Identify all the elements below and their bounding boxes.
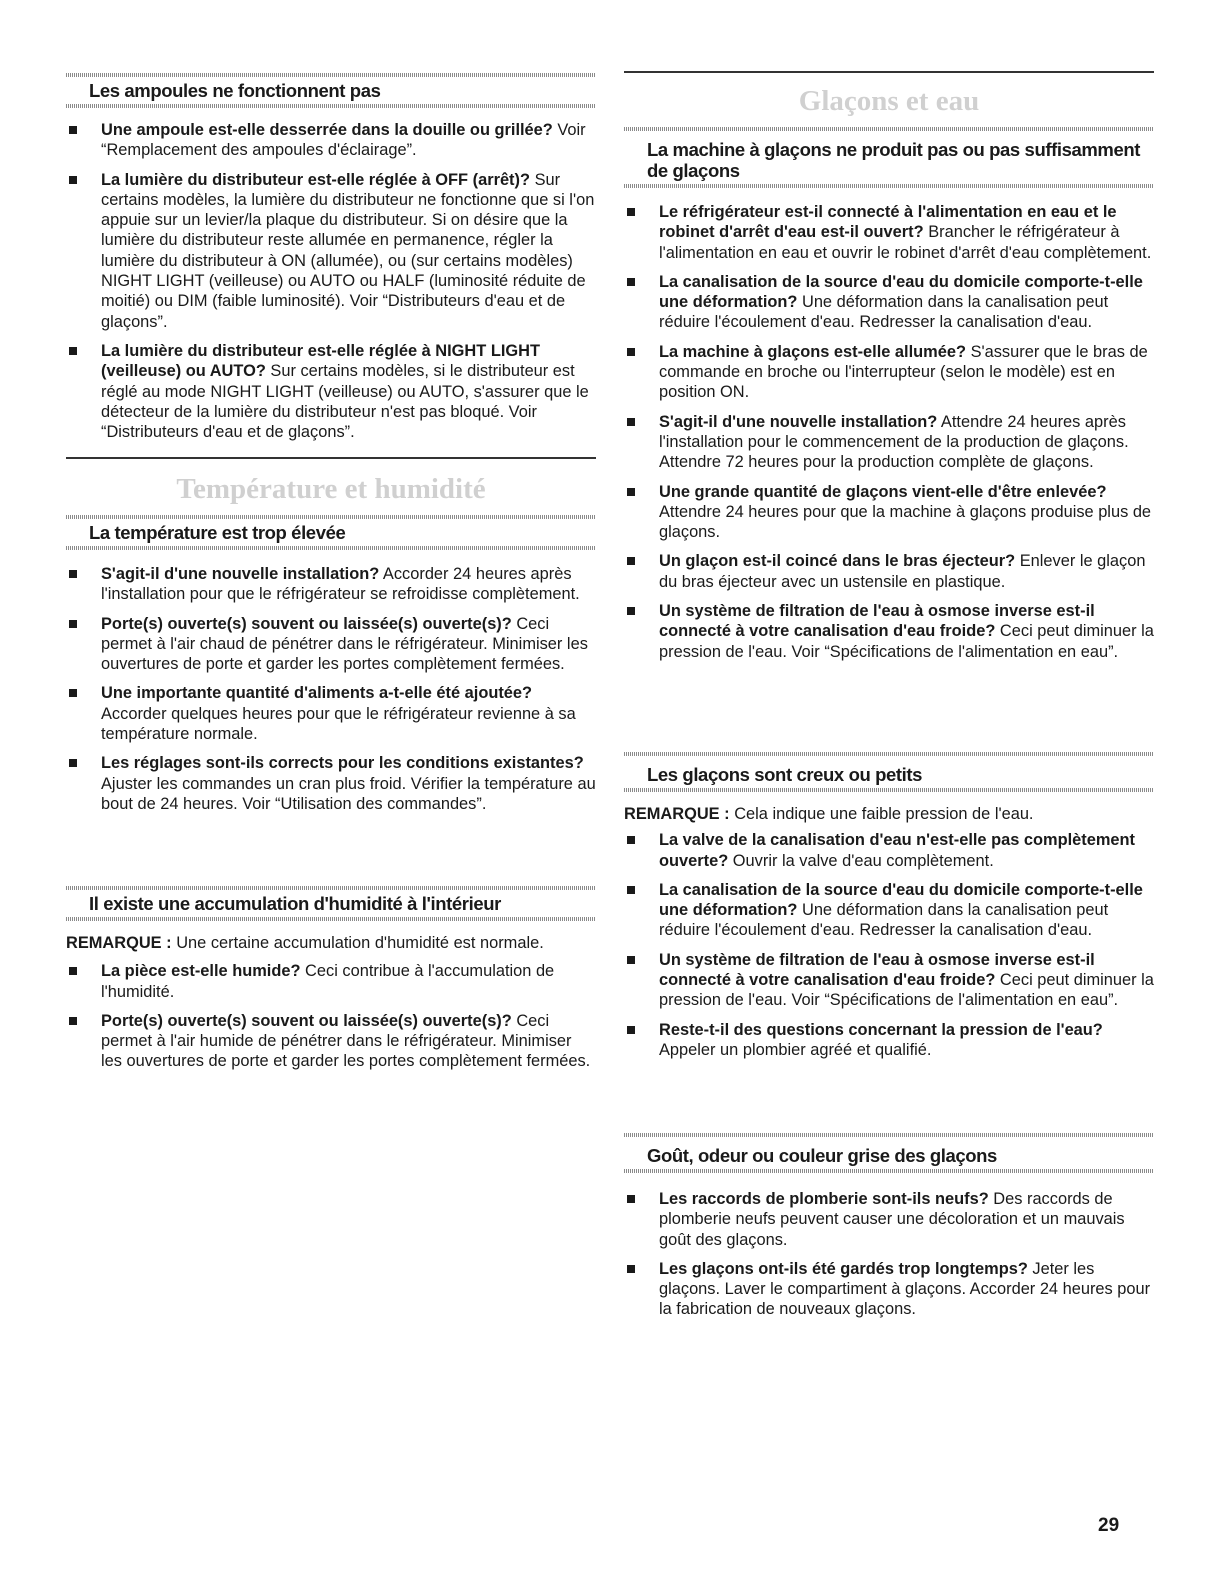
bullet-icon [69,570,77,578]
page-number: 29 [1098,1515,1120,1536]
section-humidite [66,886,596,1081]
hatch-divider [624,1169,1154,1173]
answer: Ceci contribue à l'accumulation de l'humidité. [101,962,555,1001]
hatch-divider [66,515,596,519]
subsection-title: Il existe une accumulation d'humidité à l'intérieur [89,893,501,914]
hatch-divider [624,1133,1154,1137]
hatch-divider [66,886,596,890]
bullet-icon [627,557,635,565]
list-item [66,120,596,161]
list-item [66,1011,596,1072]
hatch-divider [624,127,1154,131]
note-label: REMARQUE : [66,934,172,952]
list-item [624,950,1154,1011]
answer: Attendre 24 heures après l'installation pour le commencement de la production de glaçons. Attendre 72 heures pour la production complète de glaçons. [659,412,1129,472]
answer: S'assurer que le bras de commande en broche ou l'interrupteur (selon le modèle) est en position ON. [659,342,1148,402]
answer: Une déformation dans la canalisation peut réduire l'écoulement d'eau. Redresser la canalisation d'eau. [659,901,1109,940]
bullet-icon [627,836,635,844]
question: Les raccords de plomberie sont-ils neufs? [659,1190,989,1208]
bullet-icon [69,1017,77,1025]
list-item [624,880,1154,941]
subsection-title: Les ampoules ne fonctionnent pas [89,80,381,101]
subsection-title: Les glaçons sont creux ou petits [647,764,923,785]
hatch-divider [624,788,1154,792]
list-item [66,614,596,675]
note-text: Une certaine accumulation d'humidité est normale. [176,934,544,952]
humidite-list [66,961,596,1071]
question: Un système de filtration de l'eau à osmose inverse est-il connecté à votre canalisation d'eau froide? [659,950,1095,990]
answer: Ceci permet à l'air chaud de pénétrer dans le réfrigérateur. Minimiser les ouvertures de porte et garder les portes complètement fermées. [101,614,588,674]
answer: Ceci peut diminuer la pression de l'eau. Voir “Spécifications de l'alimentation en eau”. [659,622,1154,661]
bullet-icon [69,126,77,134]
answer: Jeter les glaçons. Laver le compartiment à glaçons. Accorder 24 heures pour la fabrication de nouveaux glaçons. [659,1259,1151,1319]
answer: Accorder quelques heures pour que le réfrigérateur revienne à sa température normale. [101,704,576,744]
subsection-title: La machine à glaçons ne produit pas ou pas suffisamment de glaçons [647,139,1141,181]
question: La machine à glaçons est-elle allumée? [659,342,966,361]
subsection-title: La température est trop élevée [89,522,346,543]
question: Porte(s) ouverte(s) souvent ou laissée(s) ouverte(s)? [101,1011,512,1030]
question: Une ampoule est-elle desserrée dans la douille ou grillée? [101,121,553,139]
answer: Ajuster les commandes un cran plus froid. Vérifier la température au bout de 24 heures. Voir “Utilisation des commandes”. [101,774,596,813]
section-ampoules [66,73,596,451]
list-item [66,683,596,744]
list-item [624,272,1154,333]
question: Une grande quantité de glaçons vient-elle d'être enlevée? [659,482,1107,501]
note [66,933,596,953]
list-item [66,961,596,1002]
answer: Une déformation dans la canalisation peut réduire l'écoulement d'eau. Redresser la canalisation d'eau. [659,293,1109,332]
creux-list [624,830,1154,1060]
answer: Attendre 24 heures pour que la machine à glaçons produise plus de glaçons. [659,502,1152,542]
bullet-icon [69,347,77,355]
hatch-divider [66,104,596,108]
temperature-list [66,564,596,814]
question: Les réglages sont-ils corrects pour les conditions existantes? [101,754,584,773]
question: La lumière du distributeur est-elle réglée à OFF (arrêt)? [101,170,530,189]
section-creux [624,752,1154,1069]
list-item [624,1259,1154,1320]
note-text: Cela indique une faible pression de l'eau. [734,805,1034,823]
section-title: Glaçons et eau [798,85,980,117]
answer: Voir “Remplacement des ampoules d'éclairage”. [101,121,586,160]
section-temperature-humidite [66,457,596,823]
subsection-title: Goût, odeur ou couleur grise des glaçons [647,1145,997,1166]
question: Le réfrigérateur est-il connecté à l'alimentation en eau et le robinet d'arrêt d'eau est-il ouvert? [659,203,1117,242]
question: Un système de filtration de l'eau à osmose inverse est-il connecté à votre canalisation d'eau froide? [659,602,1095,641]
bullet-icon [627,488,635,496]
bullet-icon [627,1195,635,1203]
answer: Sur certains modèles, si le distributeur est réglé au mode NIGHT LIGHT (veilleuse) ou AUTO, s'assurer que le détecteur de la lumière du distributeur n'est pas bloqué. Voir “Distributeurs d'eau et de glaçons”. [101,362,589,442]
answer: Ceci peut diminuer la pression de l'eau. Voir “Spécifications de l'alimentation en eau”. [659,971,1154,1010]
list-item [624,412,1154,473]
section-rule [624,71,1154,73]
bullet-icon [627,1026,635,1034]
list-item [624,202,1154,263]
list-item [624,551,1154,592]
bullet-icon [69,176,77,184]
bullet-icon [627,208,635,216]
hatch-divider [66,917,596,921]
gout-list [624,1189,1154,1320]
bullet-icon [627,278,635,286]
note-label: REMARQUE : [624,805,730,823]
ampoules-list [66,120,596,442]
bullet-icon [69,620,77,628]
answer: Ceci permet à l'air humide de pénétrer dans le réfrigérateur. Minimiser les ouvertures de porte et garder les portes complètement fermées. [101,1011,591,1071]
question: La canalisation de la source d'eau du domicile comporte-t-elle une déformation? [659,880,1143,920]
question: La valve de la canalisation d'eau n'est-elle pas complètement ouverte? [659,831,1136,870]
hatch-divider [66,73,596,77]
list-item [624,601,1154,662]
list-item [624,1189,1154,1250]
list-item [624,830,1154,871]
bullet-icon [69,689,77,697]
question: La pièce est-elle humide? [101,962,301,981]
bullet-icon [627,1265,635,1273]
hatch-divider [66,546,596,550]
answer: Ouvrir la valve d'eau complètement. [732,851,994,870]
answer: Des raccords de plomberie neufs peuvent causer une décoloration et un mauvais goût des glaçons. [659,1190,1125,1249]
bullet-icon [69,967,77,975]
answer: Brancher le réfrigérateur à l'alimentation en eau et ouvrir le robinet d'arrêt d'eau complètement. [659,223,1152,262]
question: Un glaçon est-il coincé dans le bras éjecteur? [659,552,1016,571]
answer: Accorder 24 heures après l'installation pour que le réfrigérateur se refroidisse complètement. [101,565,580,604]
bullet-icon [627,956,635,964]
list-item [66,341,596,442]
list-item [66,753,596,814]
answer: Appeler un plombier agréé et qualifié. [659,1040,932,1059]
question: Une importante quantité d'aliments a-t-elle été ajoutée? [101,684,533,703]
section-glacons-eau [624,71,1154,671]
hatch-divider [624,184,1154,188]
list-item [66,564,596,605]
question: Les glaçons ont-ils été gardés trop longtemps? [659,1259,1028,1278]
question: Porte(s) ouverte(s) souvent ou laissée(s) ouverte(s)? [101,614,512,633]
machine-list [624,202,1154,662]
bullet-icon [627,607,635,615]
question: Reste-t-il des questions concernant la pression de l'eau? [659,1020,1103,1039]
list-item [624,1020,1154,1061]
list-item [66,170,596,332]
bullet-icon [69,759,77,767]
section-gout [624,1133,1154,1329]
section-title: Température et humidité [176,473,486,505]
question: S'agit-il d'une nouvelle installation? [101,565,380,583]
question: La canalisation de la source d'eau du domicile comporte-t-elle une déformation? [659,272,1143,312]
note [624,804,1154,824]
list-item [624,342,1154,403]
answer: Enlever le glaçon du bras éjecteur avec un ustensile en plastique. [659,552,1146,591]
hatch-divider [624,752,1154,756]
section-rule [66,457,596,459]
question: S'agit-il d'une nouvelle installation? [659,412,938,431]
bullet-icon [627,418,635,426]
list-item [624,482,1154,543]
bullet-icon [627,348,635,356]
answer: Sur certains modèles, la lumière du distributeur ne fonctionne que si l'on appuie sur un levier/la plaque du distributeur. Si on désire que la lumière du distributeur reste allumée en permanence, régler la lumière du distributeur à ON (allumée), ou (sur certains modèles) NIGHT LIGHT (veilleuse) ou AUTO ou HALF (luminosité réduite de moitié) ou DIM (faible luminosité). Voir “Distributeurs d'eau et de glaçons”. [101,170,595,331]
question: La lumière du distributeur est-elle réglée à NIGHT LIGHT (veilleuse) ou AUTO? [101,341,540,381]
bullet-icon [627,886,635,894]
